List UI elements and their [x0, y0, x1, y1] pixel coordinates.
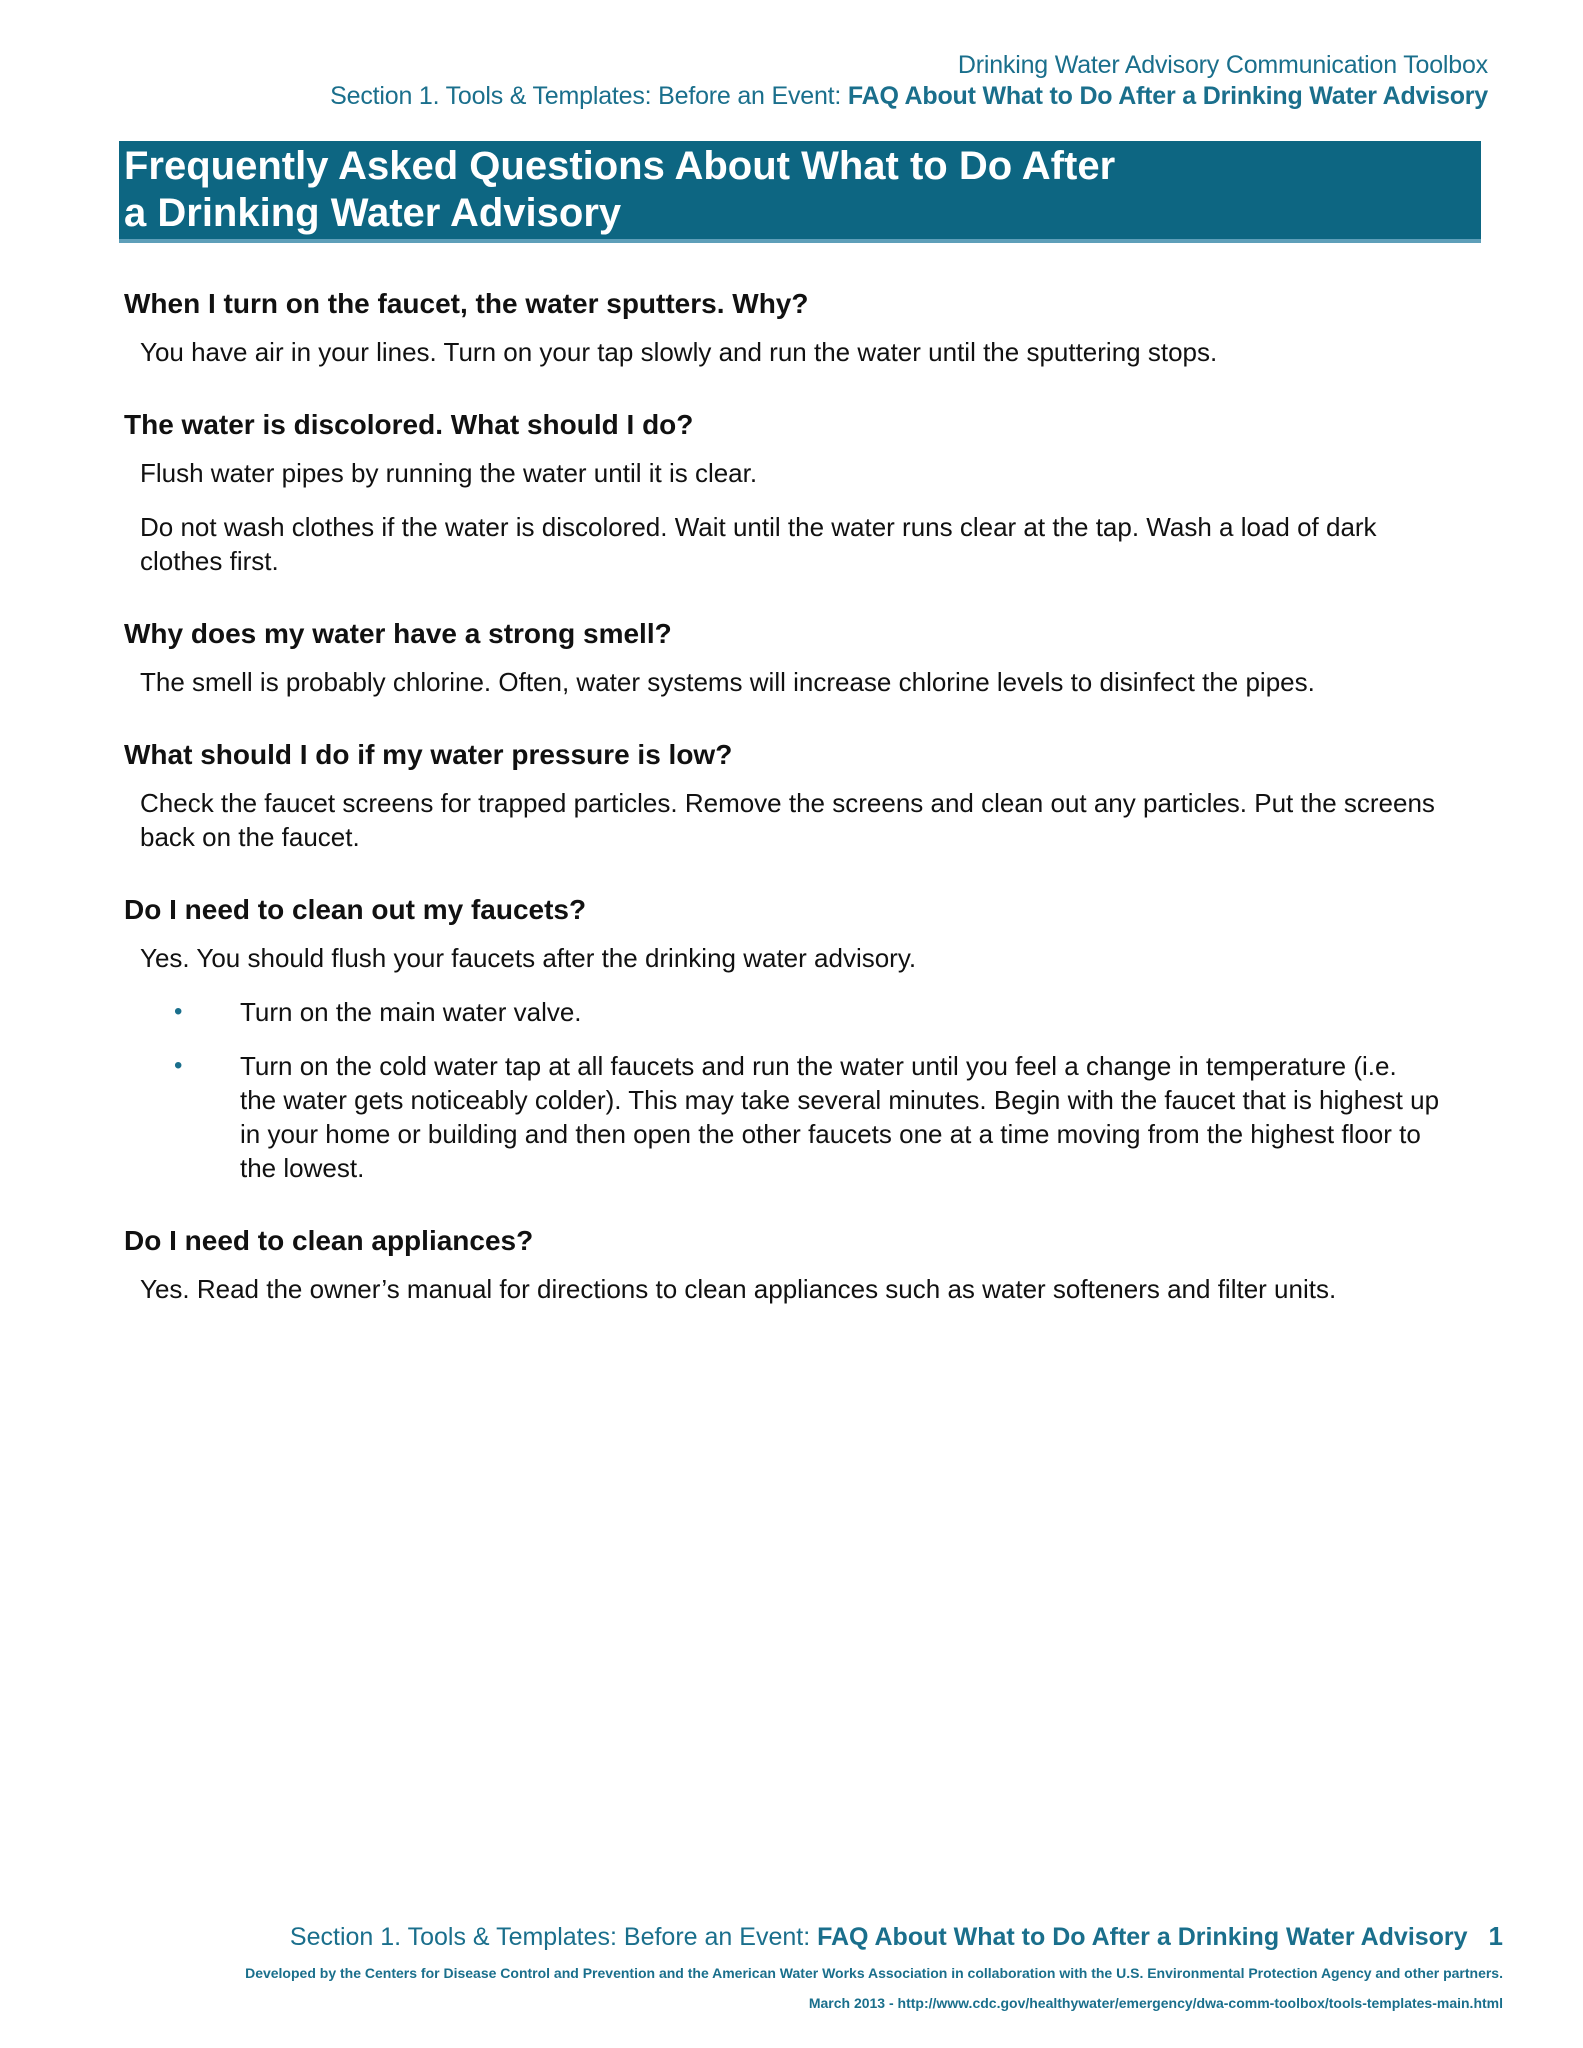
section-title: FAQ About What to Do After a Drinking Water Advisory	[847, 82, 1488, 110]
page-number: 1	[1488, 1921, 1503, 1951]
footer	[245, 1921, 1503, 2012]
bullet-item	[174, 995, 1440, 1029]
faq-question: When I turn on the faucet, the water sputters. Why?	[124, 288, 809, 319]
footer-section-title: FAQ About What to Do After a Drinking Water Advisory	[817, 1923, 1468, 1951]
faq-item	[124, 287, 1464, 369]
running-header	[330, 50, 1488, 112]
section-prefix: Section 1. Tools & Templates: Before an Event:	[330, 82, 842, 110]
faq-answer: The smell is probably chlorine. Often, water systems will increase chlorine levels to disinfect the pipes.	[140, 667, 1315, 697]
faq-answer: Yes. Read the owner’s manual for directions to clean appliances such as water softeners and filter units.	[140, 1274, 1337, 1304]
footer-section-prefix: Section 1. Tools & Templates: Before an Event:	[289, 1923, 811, 1951]
bullet-item	[174, 1049, 1440, 1185]
bullet-text: Turn on the cold water tap at all faucets and run the water until you feel a change in temperature (i.e. the water gets noticeably colder). This may take several minutes. Begin with the faucet that is highest up in your home or building and then open the other faucets one at a time moving from the highest floor to the lowest.	[240, 1051, 1440, 1183]
faq-item	[124, 408, 1464, 578]
faq-question: Why does my water have a strong smell?	[124, 618, 672, 649]
faq-answer: Flush water pipes by running the water until it is clear.	[140, 458, 758, 488]
faq-question: What should I do if my water pressure is low?	[124, 739, 733, 770]
bullet-list	[174, 995, 1464, 1185]
faq-question: Do I need to clean appliances?	[124, 1225, 534, 1256]
bullet-text: Turn on the main water valve.	[240, 997, 582, 1027]
faq-list	[124, 287, 1464, 1345]
toolbox-title: Drinking Water Advisory Communication Toolbox	[957, 51, 1488, 79]
faq-answer: You have air in your lines. Turn on your tap slowly and run the water until the sputtering stops.	[140, 337, 1218, 367]
footer-credit: Developed by the Centers for Disease Control and Prevention and the American Water Works Association in collaboration with the U.S. Environmental Protection Agency and other partners.	[245, 1965, 1503, 1981]
faq-question: The water is discolored. What should I do?	[124, 409, 694, 440]
faq-answer: Do not wash clothes if the water is discolored. Wait until the water runs clear at the tap. Wash a load of dark clothes first.	[140, 512, 1377, 576]
footer-date-url: March 2013 - http://www.cdc.gov/healthywater/emergency/dwa-comm-toolbox/tools-templates-main.html	[808, 1995, 1503, 2011]
faq-item	[124, 617, 1464, 699]
faq-answer: Yes. You should flush your faucets after the drinking water advisory.	[140, 943, 917, 973]
faq-item	[124, 738, 1464, 854]
bullet-icon: •	[174, 998, 183, 1025]
faq-answer: Check the faucet screens for trapped particles. Remove the screens and clean out any particles. Put the screens back on the faucet.	[140, 788, 1435, 852]
page-title: Frequently Asked Questions About What to Do After a Drinking Water Advisory	[124, 144, 1116, 235]
bullet-icon: •	[174, 1052, 183, 1079]
footer-section-line	[245, 1921, 1503, 1952]
title-banner	[119, 141, 1481, 243]
faq-question: Do I need to clean out my faucets?	[124, 894, 587, 925]
faq-item	[124, 893, 1464, 1185]
faq-item	[124, 1224, 1464, 1306]
section-line	[330, 81, 1488, 112]
